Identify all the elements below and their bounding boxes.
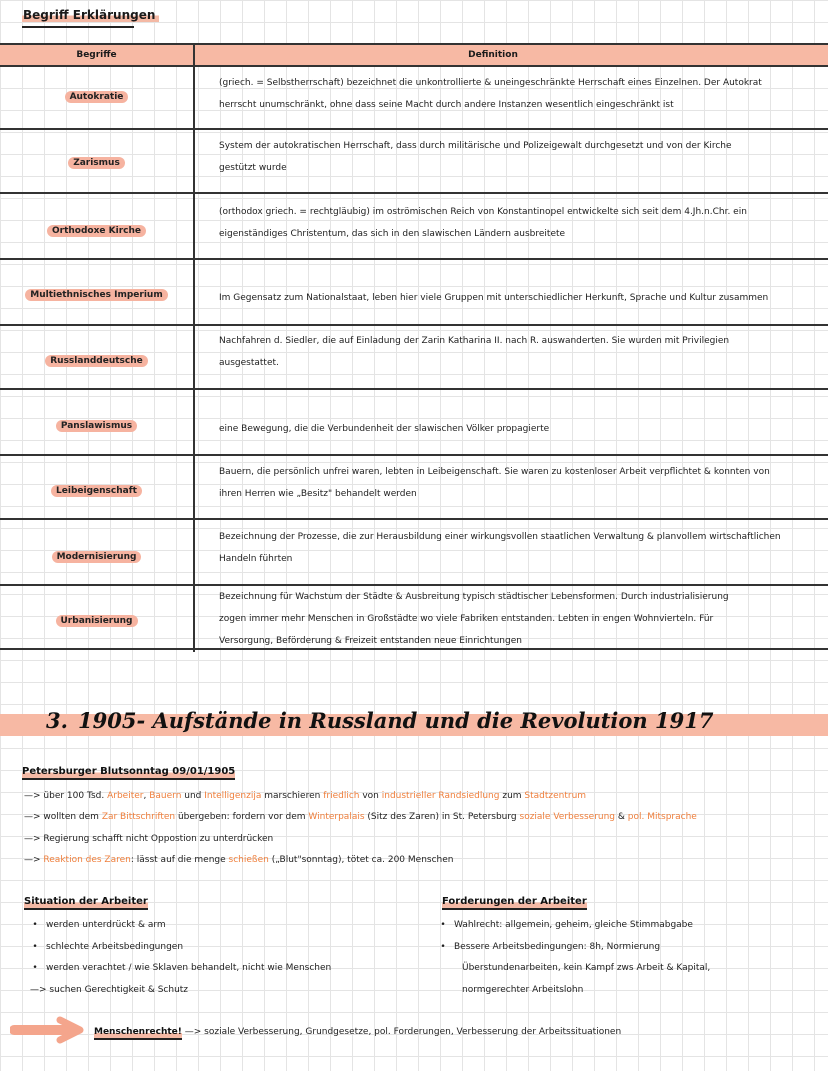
definition-line: Nachfahren d. Siedler, die auf Einladung der Zarin Katharina II. nach R. auswanderten. Sie wurden mit Privilegien bbox=[219, 336, 730, 346]
bloody-sunday-line-2 bbox=[24, 812, 697, 822]
definition-line: Bezeichnung für Wachstum der Städte & Ausbreitung typisch städtischer Lebensformen. Durch industrialisierung bbox=[219, 592, 729, 602]
definition-multiethnisches-imperium bbox=[219, 287, 809, 309]
header-term: Begriffe bbox=[76, 50, 117, 60]
table-header bbox=[0, 43, 828, 67]
definition-line: herrscht unumschränkt, ohne dass seine Macht durch andere Instanzen wesentlich eingeschränkt ist bbox=[219, 100, 674, 110]
situation-conclusion bbox=[30, 985, 188, 995]
text-segment: wollten dem bbox=[43, 812, 102, 822]
highlight-winterpalais: Winterpalais bbox=[308, 812, 365, 822]
bloody-sunday-heading: Petersburger Blutsonntag 09/01/1905 bbox=[22, 766, 235, 780]
definition-russlanddeutsche bbox=[219, 330, 809, 374]
section-title-text: 1905- Aufstände in Russland und die Revolution 1917 bbox=[78, 708, 714, 733]
text-segment: von bbox=[359, 791, 382, 801]
bloody-sunday-line-4 bbox=[24, 855, 454, 865]
term-label: Modernisierung bbox=[52, 551, 142, 563]
text-segment: : lässt auf die menge bbox=[130, 855, 229, 865]
conclusion-text: —> soziale Verbesserung, Grundgesetze, pol. Forderungen, Verbesserung der Arbeitssituationen bbox=[184, 1027, 622, 1037]
term-label: Leibeigenschaft bbox=[51, 485, 142, 497]
term-leibeigenschaft bbox=[0, 486, 193, 496]
text-segment: (Sitz des Zaren) in St. Petersburg bbox=[364, 812, 520, 822]
demands-heading: Forderungen der Arbeiter bbox=[442, 896, 587, 910]
definition-panslawismus bbox=[219, 418, 809, 440]
definition-zarismus bbox=[219, 135, 809, 179]
highlight-soziale-verbesserung: soziale Verbesserung bbox=[519, 812, 616, 822]
section-number: 3. bbox=[46, 708, 68, 733]
definition-line: Bezeichnung der Prozesse, die zur Herausbildung einer wirkungsvollen staatlichen Verwaltung & planvollem wirtschaftlichen bbox=[219, 532, 781, 542]
demand-item bbox=[432, 920, 693, 930]
demand-item bbox=[432, 942, 660, 952]
term-zarismus bbox=[0, 158, 193, 168]
term-label: Autokratie bbox=[65, 91, 129, 103]
text-segment: , bbox=[143, 791, 150, 801]
section-title bbox=[46, 708, 713, 733]
definition-line: Bauern, die persönlich unfrei waren, lebten in Leibeigenschaft. Sie waren zu kostenloser Arbeit verpflichtet & konnten von bbox=[219, 467, 770, 477]
situation-item-text: werden verachtet / wie Sklaven behandelt, nicht wie Menschen bbox=[46, 963, 332, 973]
situation-item bbox=[24, 920, 166, 930]
page-title: Begriff Erklärungen bbox=[22, 8, 159, 22]
bloody-sunday-line-1 bbox=[24, 791, 586, 801]
text-segment: („Blut"sonntag), tötet ca. 200 Menschen bbox=[268, 855, 454, 865]
bullet-glyph: • bbox=[32, 963, 38, 973]
definition-orthodoxe-kirche bbox=[219, 201, 809, 245]
row-divider bbox=[0, 518, 828, 520]
term-multiethnisches-imperium bbox=[0, 290, 193, 300]
term-label: Orthodoxe Kirche bbox=[47, 225, 146, 237]
text-segment: marschieren bbox=[261, 791, 324, 801]
definitions-table bbox=[0, 40, 828, 652]
text-segment: & bbox=[615, 812, 628, 822]
definition-line: Im Gegensatz zum Nationalstaat, leben hier viele Gruppen mit unterschiedlicher Herkunft, Sprache und Kultur zusammen bbox=[219, 293, 769, 303]
conclusion-line bbox=[94, 1027, 621, 1037]
row-divider bbox=[0, 388, 828, 390]
bullet-glyph: • bbox=[440, 942, 446, 952]
definition-line: Versorgung, Beförderung & Freizeit entstanden neue Einrichtungen bbox=[219, 636, 522, 646]
demand-item-text: Bessere Arbeitsbedingungen: 8h, Normierung bbox=[454, 942, 661, 952]
row-divider bbox=[0, 258, 828, 260]
demand-item-continued: normgerechter Arbeitslohn bbox=[462, 985, 584, 995]
definition-leibeigenschaft bbox=[219, 461, 809, 505]
situation-item-text: schlechte Arbeitsbedingungen bbox=[46, 942, 184, 952]
highlight-friedlich: friedlich bbox=[323, 791, 360, 801]
bullet-glyph: • bbox=[32, 942, 38, 952]
definition-autokratie bbox=[219, 72, 809, 116]
bullet-glyph: • bbox=[440, 920, 446, 930]
bloody-sunday-line-3 bbox=[24, 834, 273, 844]
highlight-randsiedlung: industrieller Randsiedlung bbox=[381, 791, 500, 801]
highlight-bittschriften: Zar Bittschriften bbox=[101, 812, 176, 822]
situation-item-text: werden unterdrückt & arm bbox=[46, 920, 166, 930]
definition-modernisierung bbox=[219, 526, 809, 570]
arrow-glyph: —> bbox=[24, 791, 41, 801]
conclusion-label: Menschenrechte! bbox=[94, 1027, 182, 1040]
term-label: Panslawismus bbox=[56, 420, 137, 432]
definition-line: System der autokratischen Herrschaft, dass durch militärische und Polizeigewalt durchgesetzt und von der Kirche bbox=[219, 141, 732, 151]
term-autokratie bbox=[0, 92, 193, 102]
definition-line: (griech. = Selbstherrschaft) bezeichnet die unkontrollierte & uneingeschränkte Herrschaft eines Einzelnen. Der Autokrat bbox=[219, 78, 762, 88]
row-divider bbox=[0, 192, 828, 194]
term-label: Russlanddeutsche bbox=[45, 355, 148, 367]
row-divider bbox=[0, 128, 828, 130]
arrow-glyph: —> bbox=[24, 812, 41, 822]
term-label: Multiethnisches Imperium bbox=[25, 289, 167, 301]
arrow-glyph: —> bbox=[24, 834, 41, 844]
situation-heading: Situation der Arbeiter bbox=[24, 896, 148, 910]
arrow-glyph: —> bbox=[24, 855, 41, 865]
header-definition: Definition bbox=[468, 50, 518, 60]
definition-line: eigenständiges Christentum, das sich in den slawischen Ländern ausbreitete bbox=[219, 229, 566, 239]
text-segment: zum bbox=[499, 791, 525, 801]
highlight-arbeiter: Arbeiter bbox=[107, 791, 144, 801]
definition-urbanisierung bbox=[219, 586, 809, 652]
demand-item-continued: Überstundenarbeiten, kein Kampf zws Arbeit & Kapital, bbox=[462, 963, 711, 973]
highlight-mitsprache: pol. Mitsprache bbox=[627, 812, 697, 822]
title-underline bbox=[22, 26, 134, 28]
arrow-glyph: —> bbox=[30, 985, 47, 995]
term-urbanisierung bbox=[0, 616, 193, 626]
definition-line: Handeln führten bbox=[219, 554, 293, 564]
situation-item bbox=[24, 963, 331, 973]
definition-line: ausgestattet. bbox=[219, 358, 279, 368]
highlight-schiessen: schießen bbox=[228, 855, 269, 865]
highlight-intelligenzija: Intelligenzija bbox=[204, 791, 262, 801]
column-divider bbox=[193, 43, 195, 652]
row-divider bbox=[0, 454, 828, 456]
highlight-stadtzentrum: Stadtzentrum bbox=[524, 791, 587, 801]
definition-line: gestützt wurde bbox=[219, 163, 287, 173]
demand-item-text: Wahlrecht: allgemein, geheim, gleiche Stimmabgabe bbox=[454, 920, 693, 930]
text-segment: über 100 Tsd. bbox=[43, 791, 108, 801]
bullet-glyph: • bbox=[32, 920, 38, 930]
text-segment: Regierung schafft nicht Oppostion zu unterdrücken bbox=[43, 834, 274, 844]
row-divider bbox=[0, 324, 828, 326]
situation-conclusion-text: suchen Gerechtigkeit & Schutz bbox=[49, 985, 189, 995]
term-modernisierung bbox=[0, 552, 193, 562]
definition-line: ihren Herren wie „Besitz" behandelt werden bbox=[219, 489, 417, 499]
definition-line: (orthodox griech. = rechtgläubig) im oströmischen Reich von Konstantinopel entwickelte sich seit dem 4.Jh.n.Chr. ein bbox=[219, 207, 747, 217]
term-orthodoxe-kirche bbox=[0, 226, 193, 236]
situation-item bbox=[24, 942, 183, 952]
highlight-reaktion: Reaktion des Zaren bbox=[43, 855, 131, 865]
text-segment: übergeben: fordern vor dem bbox=[175, 812, 309, 822]
highlight-bauern: Bauern bbox=[149, 791, 182, 801]
term-label: Urbanisierung bbox=[56, 615, 138, 627]
term-russlanddeutsche bbox=[0, 356, 193, 366]
definition-line: zogen immer mehr Menschen in Großstädte wo viele Fabriken entstanden. Lebten in engen Wohnvierteln. Für bbox=[219, 614, 714, 624]
text-segment: und bbox=[181, 791, 205, 801]
term-panslawismus bbox=[0, 421, 193, 431]
big-arrow-icon bbox=[10, 1016, 86, 1044]
term-label: Zarismus bbox=[68, 157, 125, 169]
definition-line: eine Bewegung, die die Verbundenheit der slawischen Völker propagierte bbox=[219, 424, 550, 434]
